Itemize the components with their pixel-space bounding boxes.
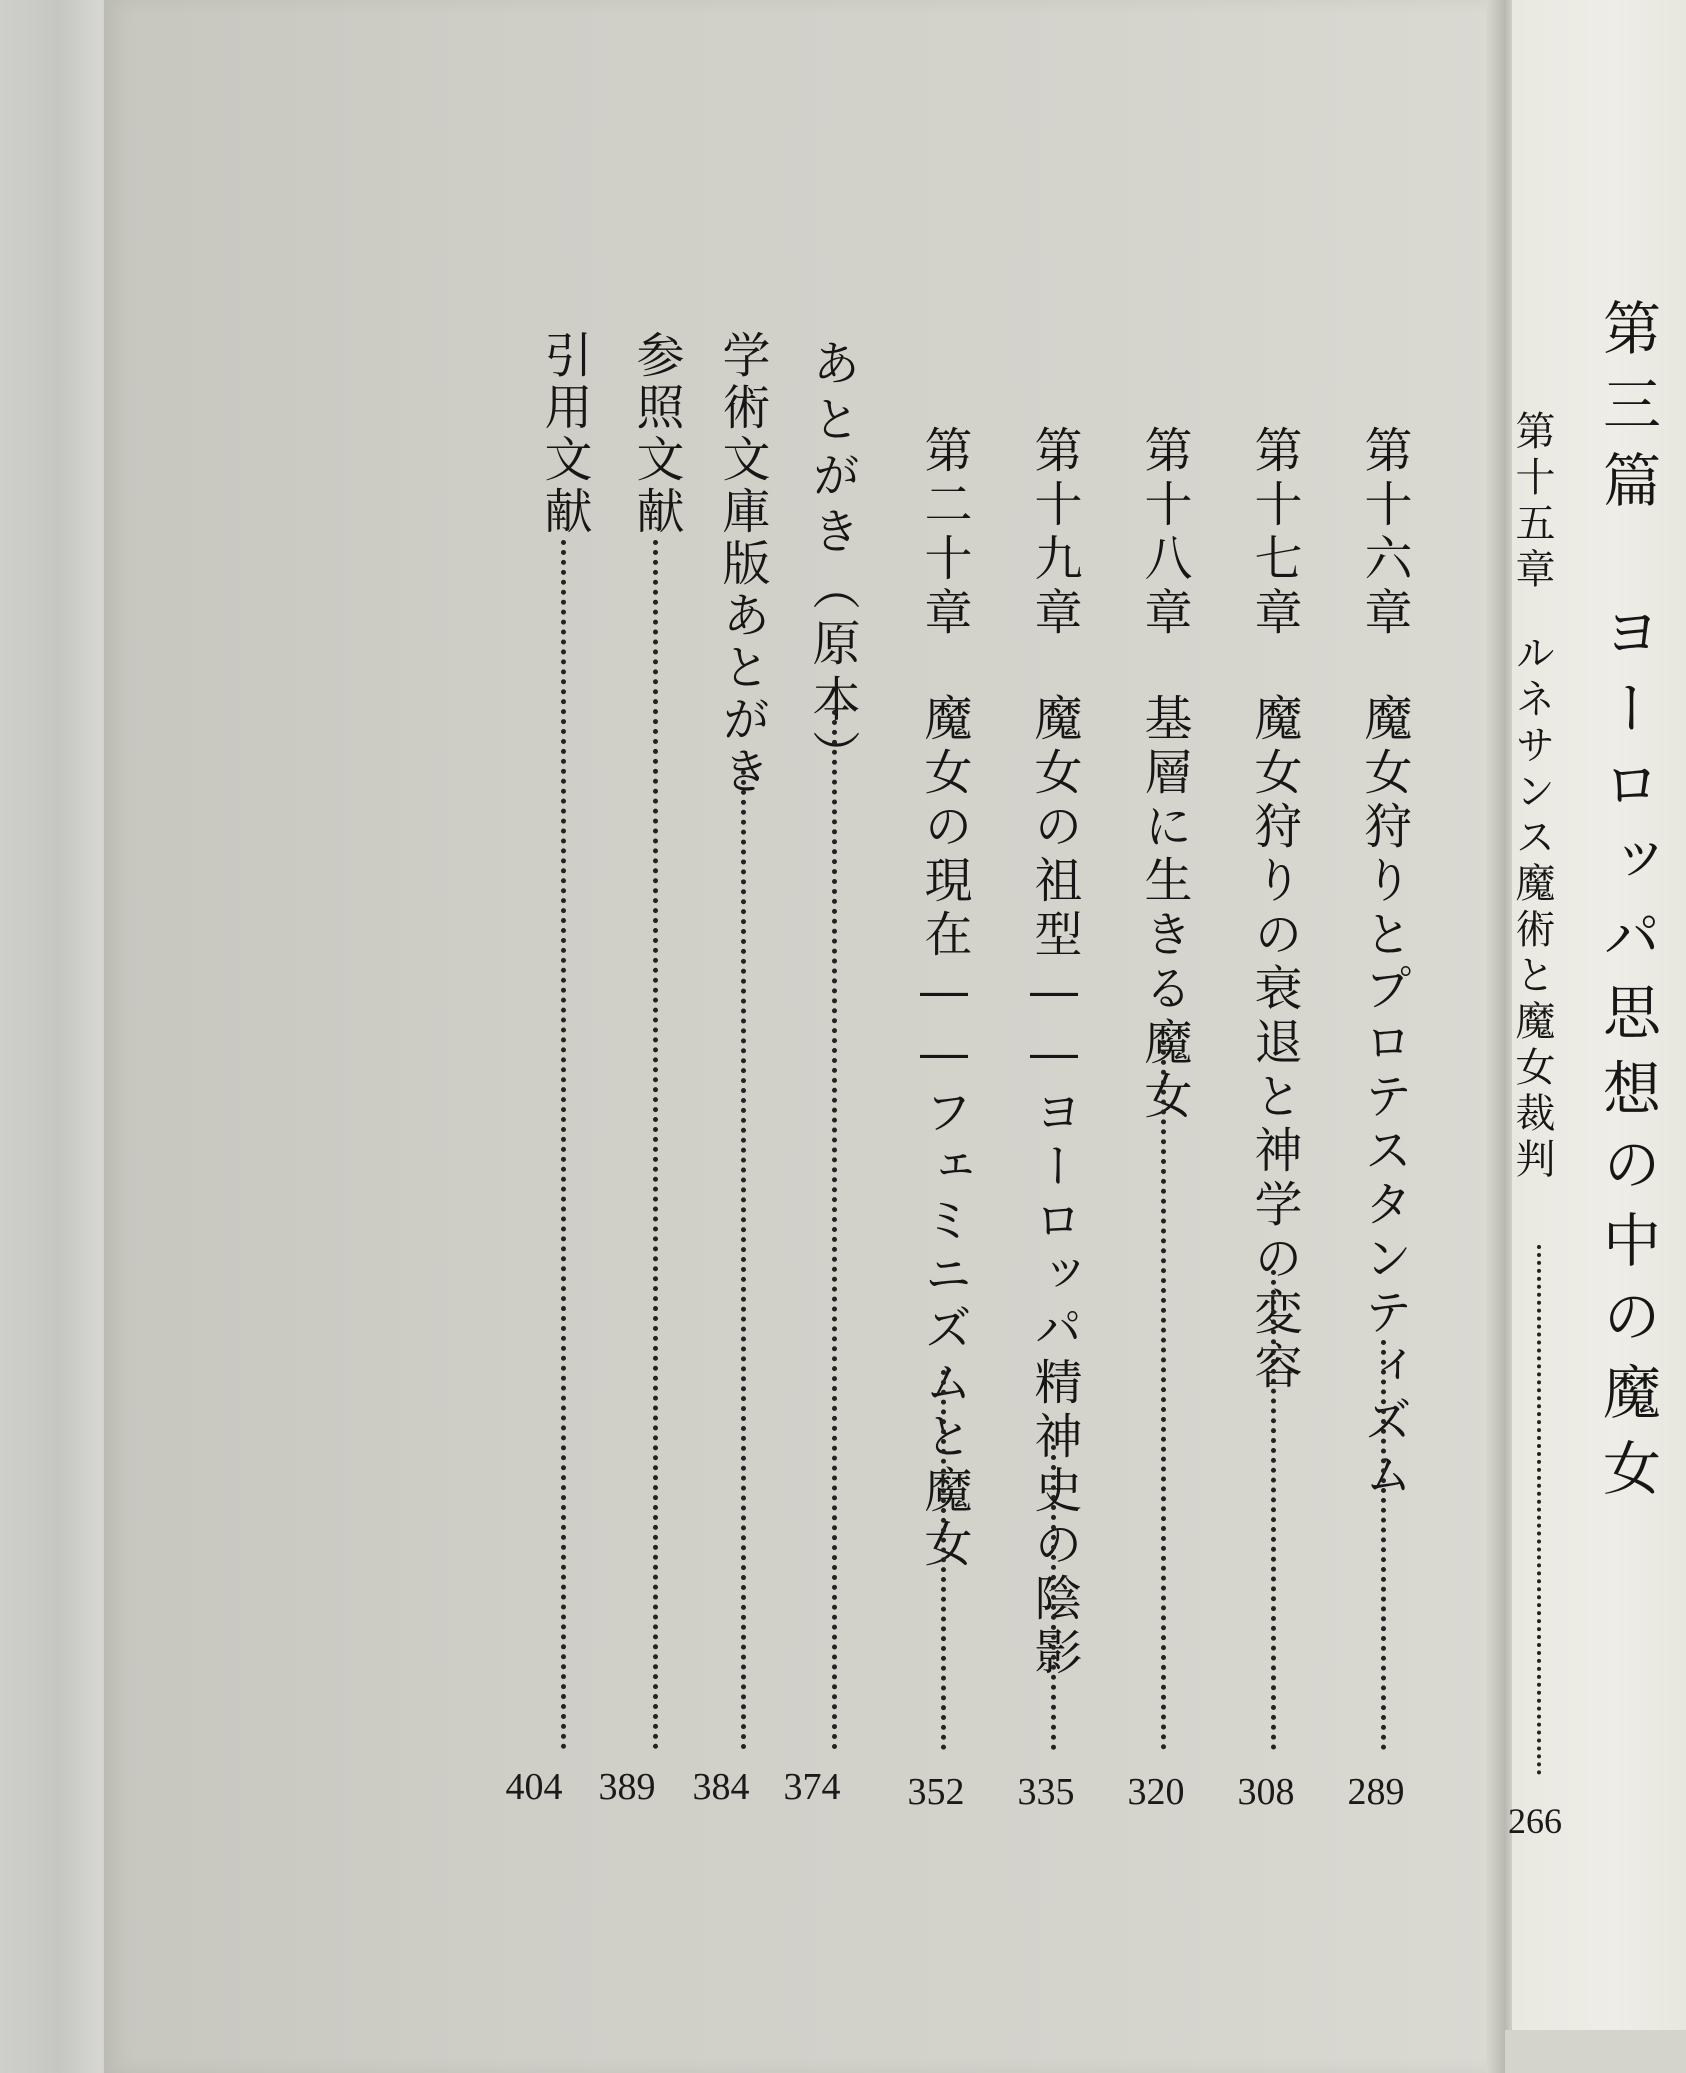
page-number: 389 [598,1766,656,1808]
page-number: 320 [1127,1771,1185,1813]
chapter-title: 基層に生きる魔女 [1136,693,1192,1125]
chapter-title: ルネサンス魔術と魔女裁判 [1509,632,1555,1184]
chapter-title: 魔女の祖型――ヨーロッパ精神史の陰影 [1026,693,1082,1681]
chapter-title: 魔女狩りの衰退と神学の変容 [1246,693,1302,1395]
chapter-title: 魔女の現在――フェミニズムと魔女 [916,693,972,1573]
page-number: 308 [1237,1771,1295,1813]
toc-entry-references: 参照文献 [628,330,684,538]
page-number: 335 [1017,1771,1075,1813]
leader-dots [1537,1245,1541,1775]
page-number: 384 [692,1766,750,1808]
toc-entry-chapter-17 [1246,425,1302,1395]
page-number: 352 [907,1771,965,1813]
leader-dots [832,710,837,1750]
leader-dots [1271,1270,1276,1750]
leader-dots [653,540,658,1750]
leader-dots [1051,1445,1056,1750]
chapter-label: 第十七章 [1246,425,1302,641]
chapter-label: 第十八章 [1136,425,1192,641]
page-number: 404 [505,1766,563,1808]
toc-entry-afterword-library-edition: 学術文庫版あとがき [714,330,770,798]
leader-dots [1161,1040,1166,1750]
leader-dots [561,540,566,1750]
toc-entry-chapter-15 [1509,410,1555,1184]
page-number: 289 [1347,1771,1405,1813]
chapter-label: 第二十章 [916,425,972,641]
page-number: 266 [1508,1801,1562,1841]
toc-entry-cited-works: 引用文献 [536,330,592,538]
chapter-label: 第十五章 [1509,410,1555,594]
chapter-title: 魔女狩りとプロテスタンティズム [1356,693,1412,1503]
leader-dots [1381,1340,1386,1750]
page-corner [1505,2030,1686,2073]
chapter-label: 第十九章 [1026,425,1082,641]
part-title: 第三篇 ヨーロッパ思想の中の魔女 [1593,298,1661,1514]
leader-dots [741,770,746,1750]
toc-entry-chapter-18 [1136,425,1192,1125]
toc-entry-afterword-original: あとがき（原本） [804,338,860,786]
page-number: 374 [783,1766,841,1808]
chapter-label: 第十六章 [1356,425,1412,641]
leader-dots [941,1370,946,1750]
